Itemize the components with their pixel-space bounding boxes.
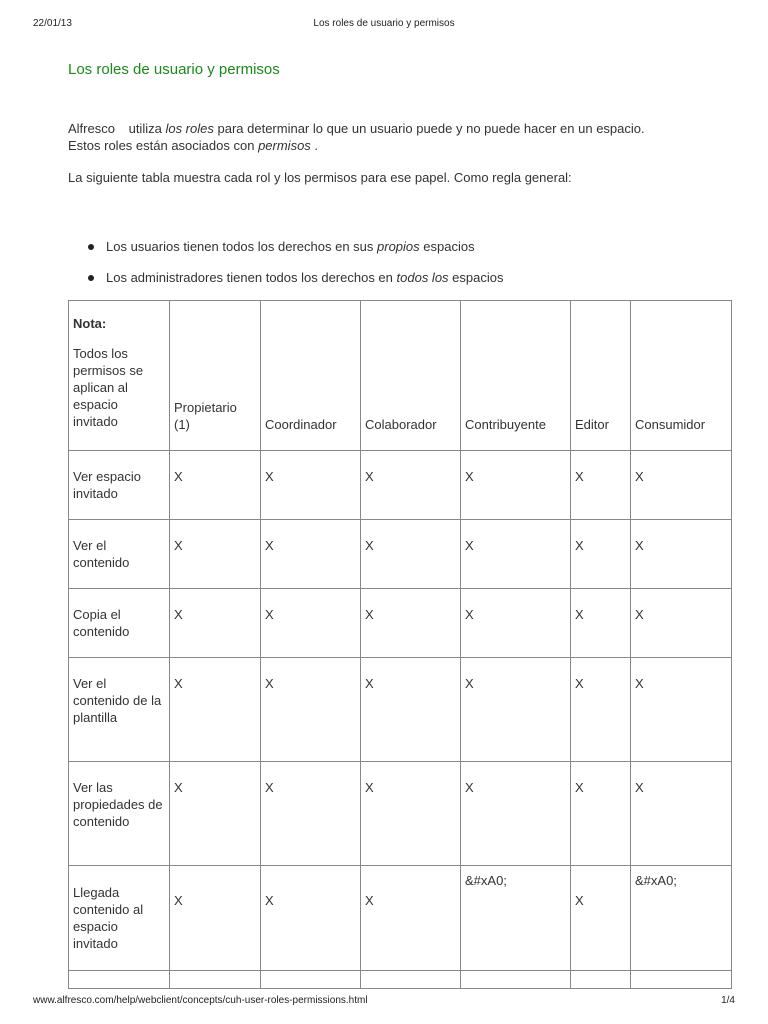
intro-paragraph (68, 120, 645, 154)
bullet-emphasis: todos los (396, 270, 449, 285)
column-header: Propietario (1) (170, 301, 261, 451)
permission-cell: X (461, 520, 571, 589)
row-label: Copia el contenido (69, 589, 170, 658)
permission-cell: X (170, 658, 261, 762)
print-date: 22/01/13 (33, 18, 72, 29)
permission-cell: X (170, 762, 261, 866)
table-row (69, 762, 732, 866)
permission-cell: X (361, 451, 461, 520)
permission-cell: X (461, 589, 571, 658)
empty-cell (571, 971, 631, 989)
empty-cell (361, 971, 461, 989)
column-header: Consumidor (631, 301, 732, 451)
bullet-icon (88, 244, 94, 250)
bullet-emphasis: propios (377, 239, 420, 254)
column-header: Coordinador (261, 301, 361, 451)
permission-cell: X (170, 866, 261, 971)
permission-cell: X (170, 589, 261, 658)
row-label: Llegada contenido al espacio invitado (69, 866, 170, 971)
permission-cell: X (461, 762, 571, 866)
column-header: Colaborador (361, 301, 461, 451)
permission-cell: &#xA0; (631, 866, 732, 971)
row-label: Ver el contenido (69, 520, 170, 589)
permission-cell: X (631, 762, 732, 866)
permission-cell: X (261, 866, 361, 971)
page-number: 1/4 (721, 995, 735, 1006)
permission-cell: X (571, 520, 631, 589)
empty-cell (170, 971, 261, 989)
bullet-text: espacios (448, 270, 504, 285)
note-label: Nota: (73, 316, 107, 331)
permission-cell: X (631, 589, 732, 658)
permission-cell: X (571, 658, 631, 762)
empty-cell (261, 971, 361, 989)
row-label: Ver espacio invitado (69, 451, 170, 520)
rules-list (68, 238, 503, 300)
bullet-text: Los usuarios tienen todos los derechos en sus (106, 239, 378, 254)
note-text: Todos los permisos se aplican al espacio invitado (73, 346, 144, 429)
list-item (68, 269, 503, 300)
bullet-text: espacios (419, 239, 475, 254)
permissions-table (68, 300, 732, 989)
roles-term: los roles (165, 121, 214, 136)
table-row (69, 658, 732, 762)
column-header: Editor (571, 301, 631, 451)
permission-cell: X (361, 762, 461, 866)
permission-cell: &#xA0; (461, 866, 571, 971)
permission-cell: X (461, 658, 571, 762)
permission-cell: X (261, 520, 361, 589)
permission-cell: X (631, 658, 732, 762)
column-header: Contribuyente (461, 301, 571, 451)
table-row (69, 451, 732, 520)
permission-cell: X (571, 589, 631, 658)
note-cell (69, 301, 170, 451)
empty-cell (461, 971, 571, 989)
permission-cell: X (631, 520, 732, 589)
row-label: Ver el contenido de la plantilla (69, 658, 170, 762)
list-item (68, 238, 503, 269)
empty-cell (631, 971, 732, 989)
print-header-title: Los roles de usuario y permisos (313, 18, 455, 29)
permission-cell: X (361, 520, 461, 589)
table-intro: La siguiente tabla muestra cada rol y los permisos para ese papel. Como regla general: (68, 170, 572, 185)
bullet-icon (88, 275, 94, 281)
permission-cell: X (361, 589, 461, 658)
row-label: Ver las propiedades de contenido (69, 762, 170, 866)
brand-name: Alfresco (68, 121, 115, 136)
table-row (69, 520, 732, 589)
empty-cell (69, 971, 170, 989)
bullet-text: Los administradores tienen todos los derechos en (106, 270, 397, 285)
permission-cell: X (571, 762, 631, 866)
permission-cell: X (170, 520, 261, 589)
permission-cell: X (361, 658, 461, 762)
intro-text-1: utiliza (128, 121, 166, 136)
permission-cell: X (631, 451, 732, 520)
permission-cell: X (170, 451, 261, 520)
permission-cell: X (261, 658, 361, 762)
permisos-term: permisos (258, 138, 311, 153)
table-row (69, 866, 732, 971)
page-title: Los roles de usuario y permisos (68, 61, 280, 78)
intro-text-4: . (310, 138, 319, 153)
permission-cell: X (361, 866, 461, 971)
permission-cell: X (261, 451, 361, 520)
table-row (69, 589, 732, 658)
permission-cell: X (571, 451, 631, 520)
permission-cell: X (571, 866, 631, 971)
print-footer-url: www.alfresco.com/help/webclient/concepts/cuh-user-roles-permissions.html (33, 995, 368, 1006)
permission-cell: X (261, 762, 361, 866)
table-header-row (69, 301, 732, 451)
permission-cell: X (461, 451, 571, 520)
intro-text-2: para determinar lo que un usuario puede y no puede hacer en un espacio. (213, 121, 645, 136)
intro-text-3: Estos roles están asociados con (68, 138, 259, 153)
permission-cell: X (261, 589, 361, 658)
table-row-cut (69, 971, 732, 989)
